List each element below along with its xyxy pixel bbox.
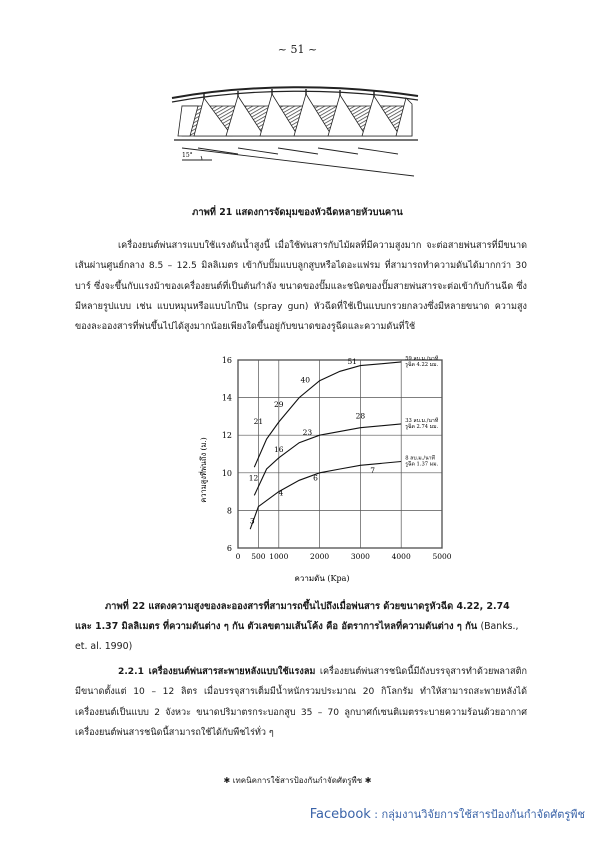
y-axis-label: ความสูงที่พ่นถึง (ม.) bbox=[199, 437, 208, 503]
section-heading: 2.2.1 เครื่องยนต์พ่นสารสะพายหลังแบบใช้แรงลม bbox=[118, 667, 316, 677]
x-axis-label: ความดัน (Kpa) bbox=[294, 574, 350, 583]
x-tick-label: 2000 bbox=[310, 552, 330, 561]
point-label: 29 bbox=[274, 400, 284, 409]
series-label: รูฉีด 4.22 มม. bbox=[405, 361, 439, 368]
series-label: 59 ลบ.ม./นาที bbox=[405, 355, 439, 362]
point-label: 28 bbox=[355, 411, 366, 421]
point-label: 6 bbox=[313, 473, 318, 483]
y-tick-label: 12 bbox=[221, 431, 232, 441]
figure-22-caption bbox=[75, 597, 527, 657]
paragraph-1: เครื่องยนต์พ่นสารแบบใช้แรงดันน้ำสูงนี้ เมื่อใช้พ่นสารกับไม้ผลที่มีความสูงมาก จะต่อสายพ่นสารที่มีขนาดเส้นผ่านศูนย์กลาง 8.5 – 12.5 มิลลิเมตร เข้ากับปั๊มแบบลูกสูบหรือไดอะแฟรม ที่สามารถทำความดันได้มากกว่า 30 บาร์ ซึ่งจะขึ้นกับแรงม้าของเครื่องยนต์ที่เป็นต้นกำลัง ขนาดของปั๊มและชนิดของปั๊มสายพ่นสารจะต่อเข้ากับก้านฉีด ซึ่งมีหลายรูปแบบ เช่น แบบหมุนหรือแบบไกปืน (spray gun) หัวฉีดที่ใช้เป็นแบบกรวยกลวงซึ่งมีหลายขนาด ความสูงของละอองสารที่พ่นขึ้นไปได้สูงมากน้อยเพียงใดขึ้นอยู่กับขนาดของรูฉีดและความดันที่ใช้ bbox=[75, 241, 527, 333]
x-tick-label: 1000 bbox=[269, 552, 289, 561]
point-label: 23 bbox=[302, 428, 313, 438]
x-tick-label: 4000 bbox=[391, 552, 411, 561]
figure-22-reference: (Banks., et. al. 1990) bbox=[75, 621, 519, 652]
section-text: เครื่องยนต์พ่นสารชนิดนี้มีถังบรรจุสารทำด้วยพลาสติกมีขนาดตั้งแต่ 10 – 12 ลิตร เมื่อบรรจุสารเต็มมีน้ำหนักรวมประมาณ 20 กิโลกรัม ทำให้สามารถสะพายหลังได้ เครื่องยนต์เป็นแบบ 2 จังหวะ ขนาดปริมาตรกระบอกสูบ 35 – 70 ลูกบาศก์เซนติเมตรระบายความร้อนด้วยอากาศ เครื่องยนต์พ่นสารชนิดนี้สามารถใช้ได้กับพืชไร่ทั่ว ๆ bbox=[75, 667, 527, 738]
facebook-label: Facebook bbox=[309, 807, 371, 822]
series-label: 8 ลบ.ม./นาที bbox=[405, 455, 435, 462]
x-tick-label: 0 bbox=[235, 552, 241, 561]
y-tick-label: 6 bbox=[226, 544, 232, 553]
y-tick-label: 16 bbox=[221, 356, 232, 365]
page-footer: ✱ เทคนิคการใช้สารป้องกันกำจัดศัตรูพืช ✱ bbox=[223, 776, 372, 785]
facebook-group-name: กลุ่มงานวิจัยการใช้สารป้องกันกำจัดศัตรูพืช bbox=[381, 808, 585, 821]
series-label: 33 ลบ.ม./นาที bbox=[405, 417, 439, 424]
angle-label: 15° bbox=[182, 152, 193, 159]
figure-21-caption: ภาพที่ 21 แสดงการจัดมุมของหัวฉีดหลายหัวบนคาน bbox=[192, 207, 403, 218]
point-label: 7 bbox=[370, 465, 376, 475]
x-tick-label: 5000 bbox=[432, 552, 452, 561]
y-tick-label: 8 bbox=[226, 506, 232, 516]
y-tick-label: 10 bbox=[221, 468, 232, 478]
x-tick-label: 3000 bbox=[350, 552, 370, 561]
section-2-2-1 bbox=[75, 662, 527, 743]
figure-22-caption-text: ภาพที่ 22 แสดงความสูงของละอองสารที่สามารถขึ้นไปถึงเมื่อพ่นสาร ด้วยขนาดรูหัวฉีด 4.22, 2.74 และ 1.37 มิลลิเมตร ที่ความดันต่าง ๆ กัน ตัวเลขตามเส้นโค้ง คือ อัตราการไหลที่ความดันต่าง ๆ กัน bbox=[75, 601, 510, 632]
boom-nozzle-illustration bbox=[168, 68, 422, 178]
point-label: 40 bbox=[300, 375, 311, 385]
point-label: 16 bbox=[274, 445, 284, 455]
point-label: 12 bbox=[248, 473, 259, 483]
spray-height-chart bbox=[198, 352, 454, 584]
point-label: 51 bbox=[347, 356, 358, 366]
point-label: 21 bbox=[253, 416, 264, 426]
facebook-separator: : bbox=[370, 808, 382, 821]
point-label: 3 bbox=[249, 516, 255, 526]
series-label: รูฉีด 1.37 มม. bbox=[405, 461, 439, 468]
y-tick-label: 14 bbox=[221, 393, 232, 403]
facebook-credit bbox=[0, 805, 585, 823]
point-label: 4 bbox=[278, 488, 284, 498]
x-tick-label: 500 bbox=[251, 552, 266, 561]
page-number: ~ 51 ~ bbox=[277, 43, 318, 56]
series-label: รูฉีด 2.74 มม. bbox=[405, 423, 439, 430]
